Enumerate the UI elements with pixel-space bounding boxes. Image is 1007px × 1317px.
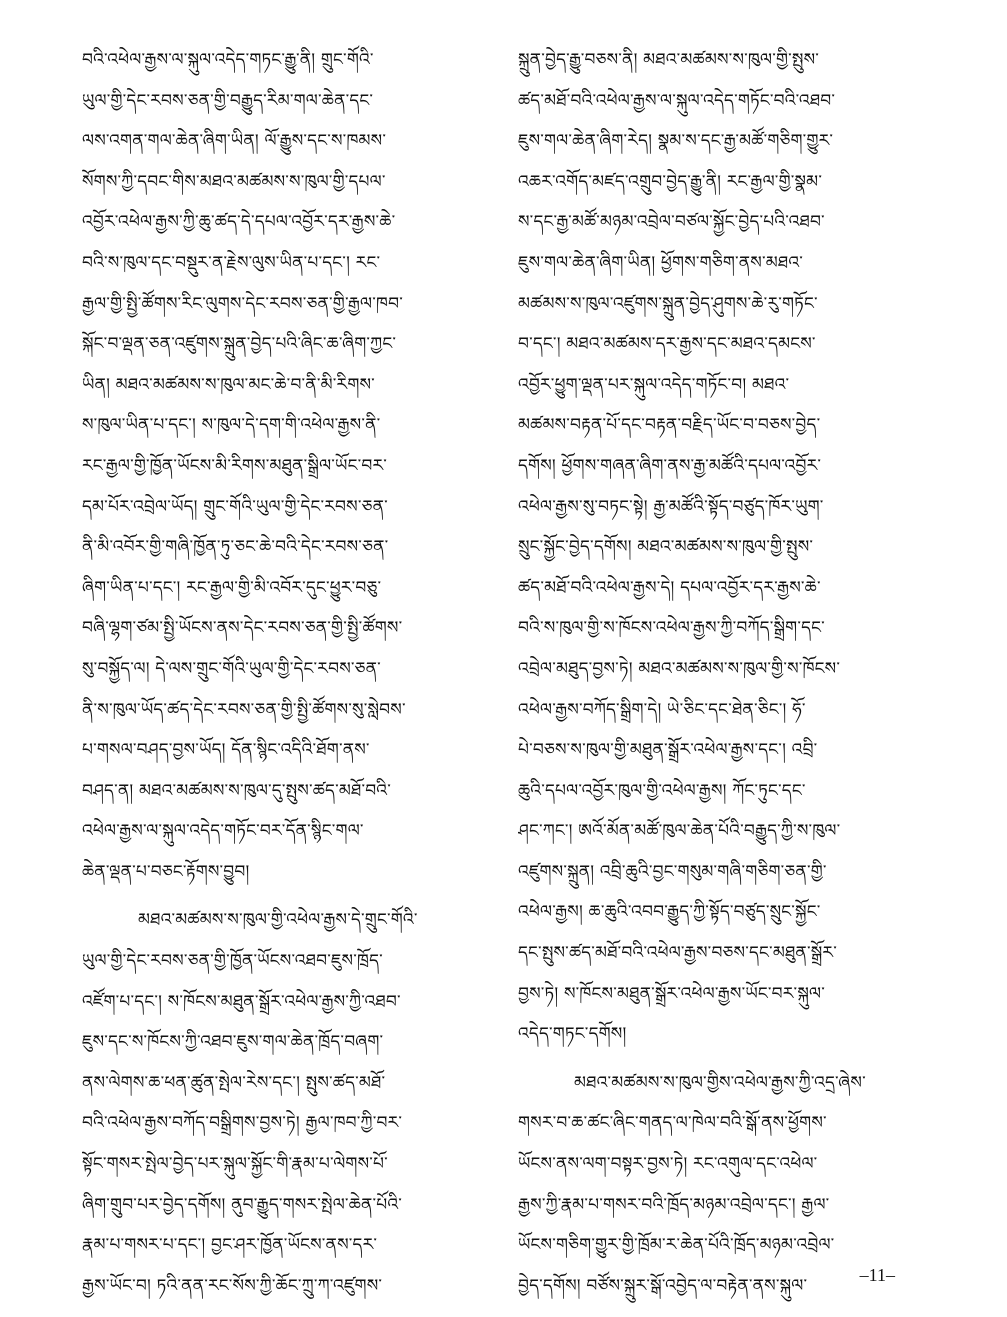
- text-line: པེ་བཅས་ས་ཁུལ་གྱི་མཐུན་སྒྲོར་འཕེལ་རྒྱས་དང་། འབྲི་: [518, 740, 818, 761]
- text-line: སུ་བསྐྱོད་ལ། དེ་ལས་གྲུང་གོའི་ཡུལ་གྱི་དེང་རབས་ཅན་: [82, 658, 381, 679]
- text-line: འཕེལ་རྒྱས་ལ་སྐུལ་འདེད་གཏོང་བར་དོན་སྙིང་གལ་: [82, 821, 364, 842]
- text-line: པ་གསལ་བཤད་བྱས་ཡོད། དོན་སྙིང་འདིའི་ཐོག་ནས་: [82, 740, 370, 761]
- text-line: བྱེད་དགོས། བཙོས་སྐྲུར་སྒོ་འབྱེད་ལ་བརྟེན་ནས་སྐུལ་: [518, 1275, 808, 1296]
- text-line: དམ་པོར་འབྲེལ་ཡོད། གྲུང་གོའི་ཡུལ་གྱི་དེང་རབས་ཅན་: [82, 496, 388, 517]
- text-line: ཡུལ་གྱི་དེང་རབས་ཅན་གྱི་ཁྱོན་ཡོངས་འཐབ་ཇུས་ཁྲོད་: [82, 951, 383, 972]
- text-line: དང་སྤུས་ཚད་མཐོ་བའི་འཕེལ་རྒྱས་བཅས་དང་མཐུན་སྒྲོར་: [518, 943, 837, 964]
- text-line: བའི་ས་ཁུལ་དང་བསྡུར་ན་རྗེས་ལུས་ཡིན་པ་དང་། རང་: [82, 252, 381, 273]
- text-line: རྣམ་པ་གསར་པ་དང་། བྱང་ཤར་ཁྱོན་ཡོངས་ནས་དར་: [82, 1235, 378, 1256]
- text-line: འཕེལ་རྒྱས། ཆ་ཆུའི་འབབ་རྒྱུད་ཀྱི་སྟོད་བཙུད་སྲུང་སྐྱོང་: [518, 902, 821, 923]
- text-line: ཡུལ་གྱི་དེང་རབས་ཅན་གྱི་བརྒྱུད་རིམ་གལ་ཆེན་དང་: [82, 90, 374, 111]
- text-line: ཡོངས་ནས་ལག་བསྟར་བྱས་ཏེ། རང་འགུལ་དང་འཕེལ་: [518, 1154, 818, 1175]
- text-line: བའི་འཕེལ་རྒྱས་བཀོད་བསྒྲིགས་བྱས་ཏེ། རྒྱལ་ཁབ་ཀྱི་བར་: [82, 1113, 403, 1134]
- text-line: ཆེན་ལྡན་པ་བཅང་རྟོགས་བྱུབ།: [82, 861, 250, 882]
- text-line: ས་དང་རྒྱ་མཚོ་མཉམ་འབྲེལ་བཙལ་སྐྱོང་བྱེད་པའི་འཐབ་: [518, 212, 825, 233]
- text-line: རྒྱལ་གྱི་སྤྱི་ཚོགས་རིང་ལུགས་དེང་རབས་ཅན་གྱི་རྒྱལ་ཁབ་: [82, 293, 403, 314]
- text-line: ཡོངས་གཅིག་གྱུར་གྱི་ཁྲོམ་ར་ཆེན་པོའི་ཁྲོད་མཉམ་འབྲེལ་: [518, 1235, 835, 1256]
- text-line: ལས་འགན་གལ་ཆེན་ཞིག་ཡིན། ལོ་རྒྱུས་དང་ས་ཁམས་: [82, 131, 387, 152]
- text-line: འཕེལ་རྒྱས་བཀོད་སྒྲིག་དེ། ཡེ་ཅིང་དང་ཐེན་ཅིང་། ཧོ་: [518, 699, 806, 720]
- text-line: ནས་ལེགས་ཆ་ཕན་ཚུན་སྤེལ་རེས་དང་། སྤུས་ཚད་མཐོ་: [82, 1072, 386, 1093]
- text-line: འཕེལ་རྒྱས་སུ་བཏང་སྟེ། རྒྱ་མཚོའི་སྟོད་བཙུད་ཁོར་ཡུག་: [518, 496, 824, 517]
- text-line: ཞིག་གྲུབ་པར་བྱེད་དགོས། ནུབ་རྒྱུད་གསར་སྤེལ་ཆེན་པོའི་: [82, 1194, 403, 1215]
- left-column: [82, 40, 482, 1306]
- text-line: རང་རྒྱལ་གྱི་ཁྱོན་ཡོངས་མི་རིགས་མཐུན་སྒྲིལ་ཡོང་བར་: [82, 455, 388, 476]
- paragraph: [82, 900, 482, 1306]
- text-line: ཆུའི་དཔལ་འབྱོར་ཁུལ་གྱི་འཕེལ་རྒྱས། ཀོང་ཏུང་དང་: [518, 780, 806, 801]
- text-line: ཇུས་གལ་ཆེན་ཞིག་ཡིན། ཕྱོགས་གཅིག་ནས་མཐའ་: [518, 252, 804, 273]
- right-column: [518, 40, 918, 1306]
- text-line: སྐོང་བ་ལྡན་ཅན་འཛུགས་སྐྲུན་བྱེད་པའི་ཞིང་ཆ་ཞིག་ཀྱང་: [82, 334, 397, 355]
- text-line: འབྲེལ་མཐུད་བྱས་ཏེ། མཐའ་མཚམས་ས་ཁུལ་གྱི་ས་ཁོངས་: [518, 658, 841, 679]
- text-line: ཡིན། མཐའ་མཚམས་ས་ཁུལ་མང་ཆེ་བ་ནི་མི་རིགས་: [82, 374, 375, 395]
- text-line: འཛུགས་སྐྲུན། འབྲི་ཆུའི་བྱང་གསུམ་གཞི་གཅིག་ཅན་གྱི་: [518, 861, 827, 882]
- paragraph: [518, 1063, 918, 1307]
- text-line: བ་དང་། མཐའ་མཚམས་དར་རྒྱས་དང་མཐའ་དམངས་: [518, 334, 816, 355]
- text-line: ནི་ས་ཁུལ་ཡོད་ཚད་དེང་རབས་ཅན་གྱི་སྤྱི་ཚོགས་སུ་སླེབས་: [82, 699, 406, 720]
- text-line: རྒྱས་ཡོང་བ། ཏའི་ནན་རང་སོས་ཀྱི་ཆོང་ཀྲུ་ཀ་འཛུགས་: [82, 1275, 383, 1296]
- text-line: སྲུང་སྐྱོང་བྱེད་དགོས། མཐའ་མཚམས་ས་ཁུལ་གྱི་སྤུས་: [518, 537, 814, 558]
- text-line: ཞིག་ཡིན་པ་དང་། རང་རྒྱལ་གྱི་མི་འབོར་དུང་ཕྱུར་བཅུ་: [82, 577, 382, 598]
- text-line: དགོས། ཕྱོགས་གཞན་ཞིག་ནས་རྒྱ་མཚོའི་དཔལ་འབྱོར་: [518, 455, 822, 476]
- text-line: ཚད་མཐོ་བའི་འཕེལ་རྒྱས་དེ། དཔལ་འབྱོར་དར་རྒྱས་ཆེ་: [518, 577, 821, 598]
- text-line: བའི་འཕེལ་རྒྱས་ལ་སྐུལ་འདེད་གཏང་རྒྱུ་ནི། གྲུང་གོའི་: [82, 50, 374, 70]
- text-line: སོགས་ཀྱི་དབང་གིས་མཐའ་མཚམས་ས་ཁུལ་གྱི་དཔལ་: [82, 171, 386, 192]
- text-line: གསར་བ་ཆ་ཚང་ཞིང་གནད་ལ་ཁེལ་བའི་སྒོ་ནས་ཕྱོགས་: [518, 1113, 827, 1134]
- text-line: རྒྱས་ཀྱི་རྣམ་པ་གསར་བའི་ཁྲོད་མཉམ་འབྲེལ་དང་། རྒྱལ་: [518, 1194, 830, 1215]
- text-line: འཆར་འགོད་མཛད་འགྲུབ་བྱེད་རྒྱུ་ནི། རང་རྒྱལ་གྱི་སྣམ་: [518, 171, 823, 192]
- text-line: འབྱོར་ཕྱུག་ལྡན་པར་སྐུལ་འདེད་གཏོང་བ། མཐའ་: [518, 374, 790, 395]
- text-line: འཛོག་པ་དང་། ས་ཁོངས་མཐུན་སྒྲོར་འཕེལ་རྒྱས་ཀྱི་འཐབ་: [82, 991, 401, 1012]
- text-line: མཐའ་མཚམས་ས་ཁུལ་གྱིས་འཕེལ་རྒྱས་ཀྱི་འདྲ་ཞེས་: [574, 1072, 866, 1093]
- text-line: མཚམས་ས་ཁུལ་འཛུགས་སྐྲུན་བྱེད་ཤུགས་ཆེ་རུ་གཏོང་: [518, 293, 818, 314]
- text-line: ཚད་མཐོ་བའི་འཕེལ་རྒྱས་ལ་སྐུལ་འདེད་གཏོང་བའི་འཐབ་: [518, 90, 836, 111]
- page-number: –11–: [859, 1265, 895, 1285]
- paragraph: [82, 40, 482, 892]
- text-line: ནི་མི་འབོར་གྱི་གཞི་ཁྱོན་ཏུ་ཅང་ཆེ་བའི་དེང་རབས་ཅན་: [82, 537, 389, 558]
- text-line: མཐའ་མཚམས་ས་ཁུལ་གྱི་འཕེལ་རྒྱས་དེ་གྲུང་གོའི་: [138, 910, 418, 931]
- paragraph: [518, 40, 918, 1055]
- text-line: བའི་ས་ཁུལ་གྱི་ས་ཁོངས་འཕེལ་རྒྱས་ཀྱི་བཀོད་སྒྲིག་དང་: [518, 618, 825, 639]
- text-line: འབྱོར་འཕེལ་རྒྱས་ཀྱི་ཆུ་ཚད་དེ་དཔལ་འབྱོར་དར་རྒྱས་ཆེ་: [82, 212, 396, 233]
- text-line: འདེད་གཏང་དགོས།: [518, 1024, 627, 1045]
- text-line: ཇུས་དང་ས་ཁོངས་ཀྱི་འཐབ་ཇུས་གལ་ཆེན་ཁྲོད་བཞག་: [82, 1032, 384, 1053]
- text-line: མཚམས་བརྟན་པོ་དང་བརྟན་བརྗིད་ཡོང་བ་བཅས་བྱེད་: [518, 415, 821, 436]
- text-line: བཞི་ལྷག་ཙམ་སྤྱི་ཡོངས་ནས་དེང་རབས་ཅན་གྱི་སྤྱི་ཚོགས་: [82, 618, 403, 639]
- text-line: ཇུས་གལ་ཆེན་ཞིག་རེད། སྣམ་ས་དང་རྒྱ་མཚོ་གཅིག་གྱུར་: [518, 131, 834, 152]
- text-line: བཤད་ན། མཐའ་མཚམས་ས་ཁུལ་དུ་སྤུས་ཚད་མཐོ་བའི་: [82, 780, 391, 801]
- text-line: བྱས་ཏེ། ས་ཁོངས་མཐུན་སྒྲོར་འཕེལ་རྒྱས་ཡོང་བར་སྐུལ་: [518, 983, 825, 1004]
- text-line: སྐྲུན་བྱེད་རྒྱུ་བཅས་ནི། མཐའ་མཚམས་ས་ཁུལ་གྱི་སྤུས་: [518, 50, 820, 70]
- text-line: ཤང་ཀང་། ཨའོ་མོན་མཚོ་ཁུལ་ཆེན་པོའི་བརྒྱུད་ཀྱི་ས་ཁུལ་: [518, 821, 841, 842]
- text-line: ས་ཁུལ་ཡིན་པ་དང་། ས་ཁུལ་དེ་དག་གི་འཕེལ་རྒྱས་ནི་: [82, 415, 381, 436]
- text-line: སྟོང་གསར་སྤེལ་བྱེད་པར་སྐུལ་སྐྱོང་གི་རྣམ་པ་ལེགས་པོ་: [82, 1154, 388, 1175]
